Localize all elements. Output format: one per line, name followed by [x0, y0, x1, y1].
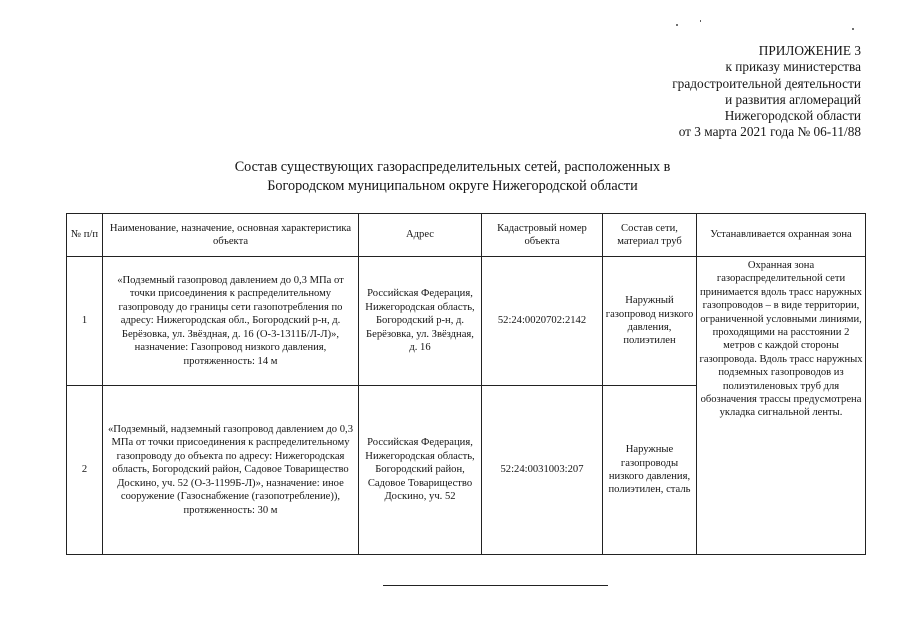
row-name: «Подземный газопровод давлением до 0,3 МПа от точки присоединения к распределительному газопроводу до границы сети газопотребления по адресу: Нижегородская обл., Богородский р-н, д. Берёзовка, ул. Звёздная, д. 16 (О-3-1311Б/Л-Л)», назначение: Газопровод низкого давления, протяженность: 14 м [103, 257, 359, 386]
scan-speck [852, 28, 854, 30]
header-address: Адрес [359, 214, 482, 257]
appendix-ministry-line: градостроительной деятельности [672, 75, 861, 91]
header-name: Наименование, назначение, основная характеристика объекта [103, 214, 359, 257]
header-num: № п/п [67, 214, 103, 257]
header-material: Состав сети, материал труб [603, 214, 697, 257]
header-zone: Устанавливается охранная зона [697, 214, 866, 257]
document-title-line-2: Богородском муниципальном округе Нижегородской области [267, 178, 638, 194]
gas-network-table [66, 213, 866, 555]
appendix-order-line: к приказу министерства [725, 59, 861, 75]
appendix-date-number: от 3 марта 2021 года № 06-11/88 [678, 124, 861, 140]
appendix-label: ПРИЛОЖЕНИЕ 3 [758, 43, 861, 58]
table-header-row [67, 214, 866, 257]
appendix-header [672, 43, 861, 141]
row-material: Наружные газопроводы низкого давления, полиэтилен, сталь [603, 386, 697, 555]
scan-speck [700, 20, 701, 22]
end-divider-line [383, 585, 608, 586]
row-num: 2 [67, 386, 103, 555]
row-address: Российская Федерация, Нижегородская область, Богородский р-н, д. Берёзовка, ул. Звёздная, д. 16 [359, 257, 482, 386]
row-num: 1 [67, 257, 103, 386]
appendix-region-line: Нижегородской области [724, 108, 861, 124]
row-cadastral: 52:24:0020702:2142 [482, 257, 603, 386]
row-address: Российская Федерация, Нижегородская область, Богородский район, Садовое Товарищество Доскино, уч. 52 [359, 386, 482, 555]
row-cadastral: 52:24:0031003:207 [482, 386, 603, 555]
document-title [0, 158, 905, 196]
row-material: Наружный газопровод низкого давления, полиэтилен [603, 257, 697, 386]
header-cadastral: Кадастровый номер объекта [482, 214, 603, 257]
row-name: «Подземный, надземный газопровод давлением до 0,3 МПа от точки присоединения к распределительному газопроводу до объекта по адресу: Нижегородская область, Богородский район, Садовое Товарищество Доскино, уч. 52 (О-3-1199Б-Л)», назначение: иное сооружение (Газоснабжение (газопотребление)), протяженность: 30 м [103, 386, 359, 555]
scan-speck [676, 24, 678, 26]
document-title-line-1: Состав существующих газораспределительных сетей, расположенных в [234, 159, 671, 175]
table-row [67, 257, 866, 386]
appendix-ministry-line-2: и развития агломераций [725, 91, 861, 107]
protection-zone-cell: Охранная зона газораспределительной сети принимается вдоль трасс наружных газопроводов – в виде территории, ограниченной условными линиями, проходящими на расстоянии 2 метров с каждой стороны газопровода. Вдоль трасс наружных подземных газопроводов из полиэтиленовых труб для обозначения трассы предусмотрена укладка сигнальной ленты. [697, 257, 866, 555]
